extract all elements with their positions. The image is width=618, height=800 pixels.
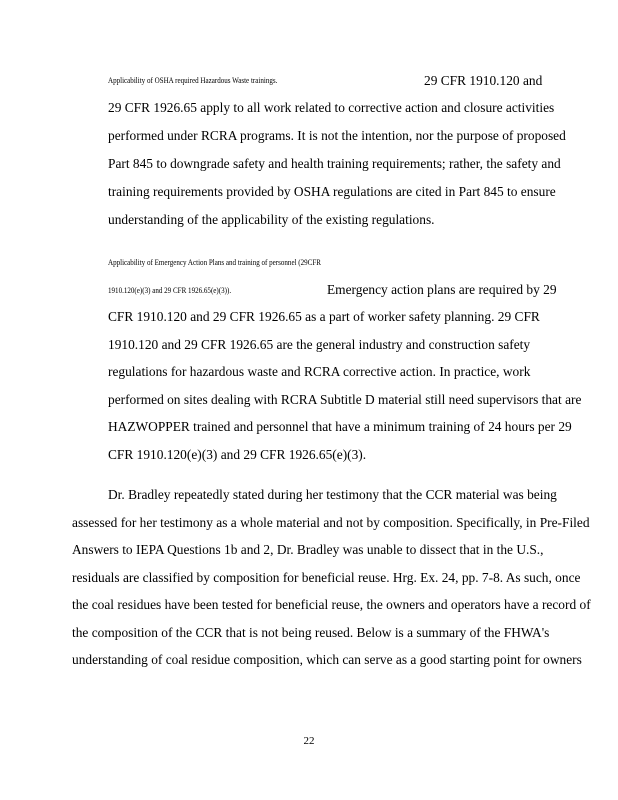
paragraph-line: understanding of coal residue composition, which can serve as a good starting point for owners bbox=[72, 652, 582, 667]
bullet-text-line: CFR 1910.120 and 29 CFR 1926.65 as a part of worker safety planning. 29 CFR bbox=[108, 309, 540, 324]
bullet-text-line: 29 CFR 1910.120 and bbox=[424, 73, 543, 88]
bullet-text-line: Emergency action plans are required by 29 bbox=[327, 282, 557, 297]
paragraph-line: Dr. Bradley repeatedly stated during her testimony that the CCR material was being bbox=[108, 487, 557, 502]
bullet-heading: Applicability of Emergency Action Plans and training of personnel (29CFR bbox=[108, 257, 322, 267]
bullet-text-line: understanding of the applicability of the existing regulations. bbox=[108, 212, 435, 227]
bullet-text-line: Part 845 to downgrade safety and health training requirements; rather, the safety and bbox=[108, 156, 561, 171]
paragraph-line: assessed for her testimony as a whole material and not by composition. Specifically, in Pre-Filed bbox=[72, 515, 590, 530]
bullet-text-line: training requirements provided by OSHA regulations are cited in Part 845 to ensure bbox=[108, 184, 556, 199]
bullet-text-line: performed on sites dealing with RCRA Subtitle D material still need supervisors that are bbox=[108, 392, 582, 407]
bullet-text-line: 1910.120 and 29 CFR 1926.65 are the general industry and construction safety bbox=[108, 337, 531, 352]
page-number: 22 bbox=[303, 735, 315, 747]
bullet-heading: Applicability of OSHA required Hazardous Waste trainings. bbox=[108, 75, 278, 85]
bullet-text-line: HAZWOPPER trained and personnel that have a minimum training of 24 hours per 29 bbox=[108, 419, 572, 434]
paragraph-line: the composition of the CCR that is not being reused. Below is a summary of the FHWA's bbox=[72, 625, 550, 640]
paragraph-line: Answers to IEPA Questions 1b and 2, Dr. Bradley was unable to dissect that in the U.S., bbox=[72, 542, 544, 557]
bullet-text-line: 29 CFR 1926.65 apply to all work related to corrective action and closure activities bbox=[108, 100, 555, 115]
bullet-heading: 1910.120(e)(3) and 29 CFR 1926.65(e)(3)). bbox=[108, 285, 232, 295]
bullet-text-line: CFR 1910.120(e)(3) and 29 CFR 1926.65(e)(3). bbox=[108, 447, 367, 462]
bullet-text-line: performed under RCRA programs. It is not the intention, nor the purpose of proposed bbox=[108, 128, 566, 143]
paragraph-line: residuals are classified by composition for beneficial reuse. Hrg. Ex. 24, pp. 7-8. As such, once bbox=[72, 570, 581, 585]
paragraph-line: the coal residues have been tested for beneficial reuse, the owners and operators have a record of bbox=[72, 597, 591, 612]
bullet-text-line: regulations for hazardous waste and RCRA corrective action. In practice, work bbox=[108, 364, 531, 379]
